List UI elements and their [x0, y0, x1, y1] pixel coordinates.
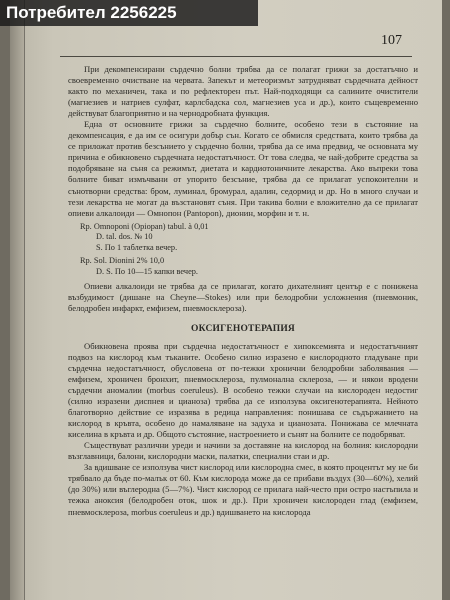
user-watermark-banner: Потребител 2256225 [0, 0, 258, 26]
page-number: 107 [381, 33, 402, 48]
header-rule [60, 56, 412, 57]
paragraph: За вдишване се използува чист кислород или кислородна смес, в която процентът му не би трябвало да бъде по-малък от 60. Към кислорода може да се прибави въздух (30—60%), хелий (до 30%) или въглеродна (5—7%). Чист кислород се прилага най-често при остро настъпила и тежка аноксия (белодробен оток, шок и др.). При хроничен кислороден глад (емфизем, пневмосклероза, morbus coeruleus и др.) вдишването на кислорода [68, 462, 418, 517]
prescription-line: Rp. Omnoponi (Opiopan) tabul. à 0,01 [80, 221, 209, 231]
prescription-line: S. По 1 таблетка вечер. [96, 242, 178, 252]
prescription-line: Rp. Sol. Dionini 2% 10,0 [80, 256, 165, 266]
prescription-line: D. S. По 10—15 капки вечер. [96, 267, 198, 277]
section-heading: ОКСИГЕНОТЕРАПИЯ [191, 323, 295, 334]
previous-page-edge [10, 0, 25, 600]
paragraph: Една от основните грижи за сърдечно болните, особено тези в състояние на декомпенсация, е да им се осигури добър сън. Когато се обмисля средствата, които трябва да се приложат против безсънието у сърдечно болни, трябва да се има предвид, че основната му причина е обикновено сърдечната недостатъчност. От това следва, че най-добрите средства за подобряване на съня са режимът, диетата и кардиотоничните лекарства. Ако въпреки това болните биват измъчвани от упорито безсъние, трябва да се прилагат успокоителни и сънотворни средства: бром, луминал, бромурал, адалин, седормид и др. Но в много случаи и тези лекарства не могат да възстановят съня. При такива болни е вложително да се прилагат опиеви алкалоиди — Омнопон (Pantopon), дионин, морфин и т. н. [68, 119, 418, 218]
paragraph: Съществуват различни уреди и начини за доставяне на кислород на болния: кислородни възглавници, балони, кислородни маски, палатки, специални стаи и др. [68, 440, 418, 462]
paragraph: При декомпенсирани сърдечно болни трябва да се полагат грижи за достатъчно и своевременно очистване на червата. Запекът и метеоризмът затрудняват сърдечната дейност както по механичен, така и по рефлекторен път. Най-подходящи са салините очистители (магнезиев и натриев сулфат, карлсбадска сол, магнезиев уса и др.), които същевременно действуват благоприятно и на чернодробната функция. [68, 64, 418, 119]
paragraph: Опиеви алкалоиди не трябва да се прилагат, когато дихателният център е с понижена възбудимост (дишане на Cheyne—Stokes) или при белодробни усложнения (пневмоник, белодробен инфаркт, емфизем, пневмосклероза). [68, 280, 418, 313]
page-body [68, 64, 418, 518]
prescription [80, 256, 418, 277]
prescription-line: D. tal. dos. № 10 [96, 232, 153, 242]
paragraph: Обикновена проява при сърдечна недостатъчност е хипоксемията и недостатъчният подвоз на кислород към тъканите. Особено силно изразено е кислородното гладуване при сърдечна недостатъчност, обусловена от по-тежки хронични белодробни заболявания — емфизем, хроничен бронхит, пневмосклероза, пулмонална склероза, — и някои вродени сърдечни аномалии (morbus coeruleus). В особено тежки случаи на кислороден недостиг (силно изразени диспнея и цианоза) трябва да се използува оксигенотерапията. Нейното благотворно действие се изразява в редица направления: понишава се съдържанието на кислород в кръвта, особено до намаляване на задуха и цианозата. Понижава се млечната киселина в кръвта и др. Общото състояние, настроението и сънят на болните се подобряват. [68, 340, 418, 440]
book-page [10, 0, 442, 600]
prescription [80, 222, 418, 254]
